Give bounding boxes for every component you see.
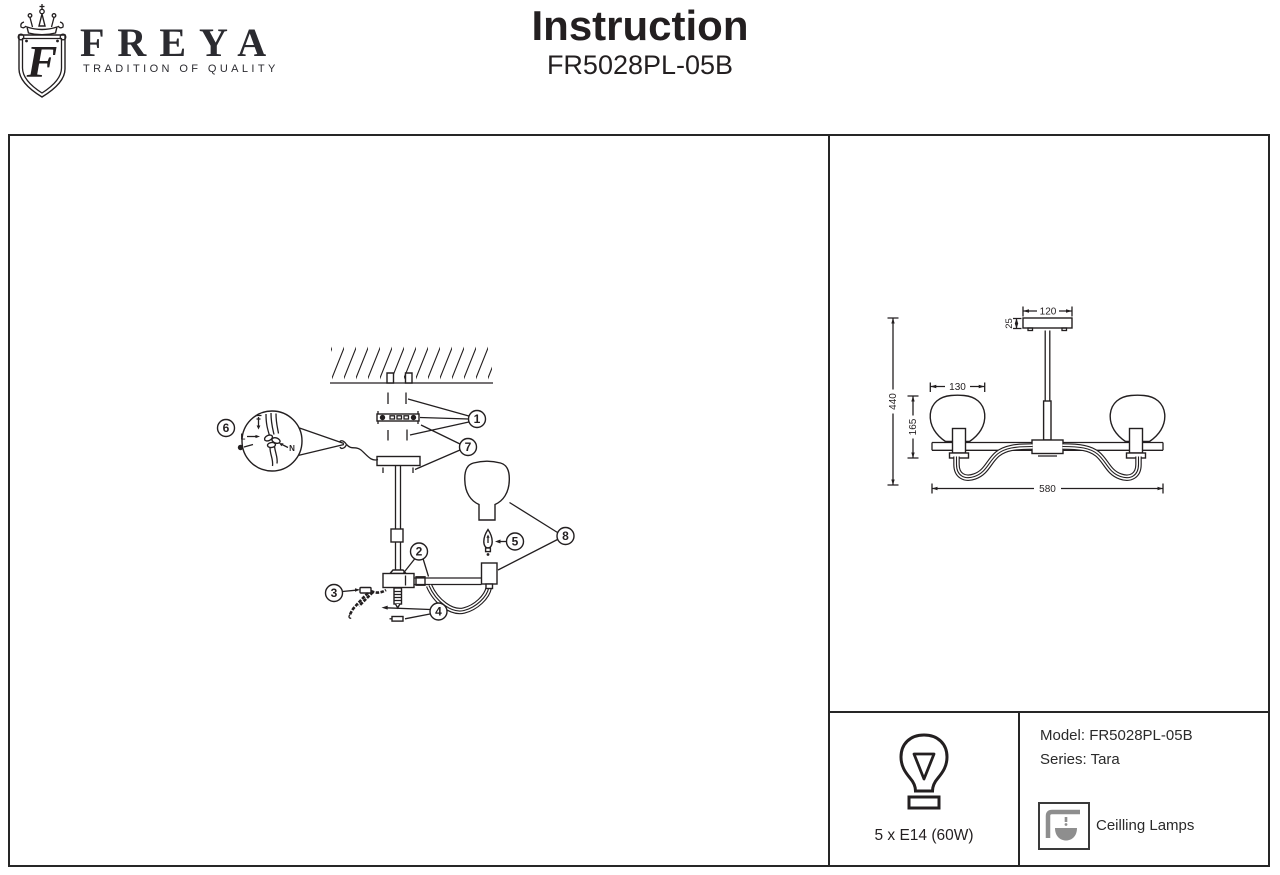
svg-text:440: 440: [888, 393, 900, 410]
dim-fixture-width: [932, 483, 1163, 496]
svg-text:3: 3: [330, 586, 338, 600]
svg-text:1: 1: [473, 412, 481, 426]
callout-6: [218, 420, 235, 437]
left-arm-tube: [957, 447, 1033, 478]
threaded-nipple: [390, 588, 404, 621]
model-code-heading: FR5028PL-05B: [546, 50, 734, 80]
footer-cell-divider: [1018, 711, 1020, 867]
page-title: Instruction: [531, 2, 749, 49]
wiring-detail-bubble: [238, 411, 344, 471]
canopy: [1023, 318, 1072, 331]
callout-5: [495, 533, 524, 550]
brand-name: FREYA: [80, 20, 280, 65]
svg-text:2: 2: [415, 544, 423, 559]
svg-text:165: 165: [908, 418, 920, 436]
glass-shade: [465, 461, 510, 520]
svg-text:8: 8: [562, 529, 569, 543]
ceiling-hatch: [330, 343, 493, 383]
series-label: Series: Tara: [1040, 751, 1120, 768]
svg-text:120: 120: [1039, 306, 1057, 318]
center-hub: [1032, 440, 1063, 456]
svg-text:25: 25: [1003, 318, 1015, 329]
dim-shade-height: [907, 396, 919, 458]
svg-text:7: 7: [464, 440, 472, 454]
category-label: Ceilling Lamps: [1096, 817, 1195, 834]
bulb-spec-label: 5 x E14 (60W): [874, 827, 974, 844]
dim-fixture-height: [887, 318, 899, 485]
callout-3: [326, 585, 343, 602]
callout-2: [404, 543, 429, 577]
ceiling-lamp-icon: [1038, 802, 1090, 850]
dimension-drawing: [862, 295, 1192, 505]
svg-text:5: 5: [511, 534, 519, 549]
dim-canopy-height: [1004, 318, 1022, 329]
svg-text:580: 580: [1039, 484, 1056, 495]
dim-canopy-width: [1023, 306, 1072, 318]
crest-monogram: F: [26, 36, 58, 87]
svg-text:6: 6: [222, 421, 230, 435]
svg-text:130: 130: [949, 382, 966, 393]
connector-wires: [343, 588, 387, 619]
neutral-wire-label: N: [289, 444, 295, 453]
left-shade: [930, 395, 985, 458]
assembly-diagram: [200, 330, 600, 650]
mains-wire: [340, 441, 379, 460]
svg-text:4: 4: [435, 604, 442, 619]
live-wire-label: L: [240, 432, 246, 442]
right-shade: [1110, 395, 1165, 458]
dim-shade-width: [930, 381, 984, 393]
right-arm-tube: [1063, 447, 1139, 478]
footer-divider: [830, 711, 1270, 713]
stem: [1044, 331, 1051, 441]
candle-bulb: [484, 530, 492, 556]
panel-divider: [828, 134, 830, 867]
brand-tagline: TRADITION OF QUALITY: [83, 63, 279, 75]
bulb-icon: [894, 733, 954, 817]
model-label: Model: FR5028PL-05B: [1040, 727, 1193, 744]
